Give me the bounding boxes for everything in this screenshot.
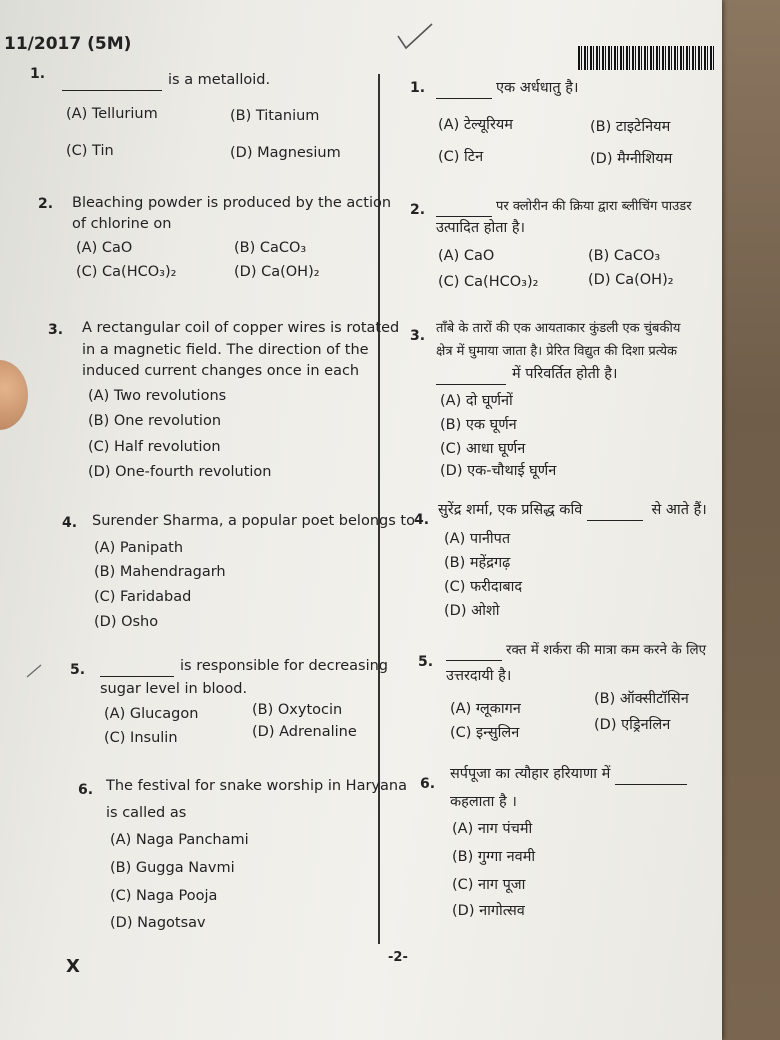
pen-mark-icon — [26, 664, 42, 678]
paper-code: 11/2017 (5M) — [4, 34, 132, 54]
option-a: (A) Tellurium — [66, 106, 158, 122]
option-d: (D) One-fourth revolution — [88, 464, 272, 480]
option-a: (A) CaO — [438, 248, 495, 264]
question-text-body: रक्त में शर्करा की मात्रा कम करने के लिए — [506, 642, 707, 658]
question-text — [62, 70, 270, 91]
question-text: उत्तरदायी है। — [446, 668, 512, 684]
question-text: ताँबे के तारों की एक आयताकार कुंडली एक चुंबकीय — [436, 321, 681, 336]
question-number: 2. — [38, 196, 54, 212]
option-b: (B) टाइटेनियम — [590, 119, 671, 135]
question-text-body: पर क्लोरीन की क्रिया द्वारा ब्लीचिंग पाउडर — [496, 199, 692, 214]
option-c: (C) Tin — [66, 143, 114, 159]
option-d: (D) Adrenaline — [252, 724, 357, 740]
answer-blank — [436, 370, 506, 385]
option-a: (A) टेल्यूरियम — [438, 117, 513, 133]
question-text: in a magnetic field. The direction of the — [82, 342, 369, 358]
question-number: 3. — [410, 328, 426, 344]
question-text — [436, 196, 692, 217]
option-b: (B) ऑक्सीटॉसिन — [594, 691, 689, 707]
option-b: (B) Oxytocin — [252, 702, 343, 718]
question-number: 5. — [418, 654, 434, 670]
answer-blank — [436, 84, 492, 99]
option-a: (A) दो घूर्णनों — [440, 393, 513, 409]
option-d: (D) नागोत्सव — [452, 903, 525, 919]
option-a: (A) ग्लूकागन — [450, 701, 521, 717]
option-b: (B) Titanium — [230, 108, 320, 124]
option-b: (B) एक घूर्णन — [440, 417, 517, 433]
option-d: (D) मैग्नीशियम — [590, 151, 673, 167]
answer-blank — [62, 76, 162, 91]
question-text: Surender Sharma, a popular poet belongs to — [92, 513, 415, 529]
question-text-body: सुरेंद्र शर्मा, एक प्रसिद्ध कवि — [438, 502, 583, 518]
option-a: (A) Two revolutions — [88, 388, 227, 404]
checkmark-icon — [396, 22, 436, 52]
option-d: (D) Osho — [94, 614, 159, 630]
option-a: (A) Panipath — [94, 540, 184, 556]
option-d: (D) एक-चौथाई घूर्णन — [440, 463, 557, 479]
option-a: (A) CaO — [76, 240, 133, 256]
option-b: (B) Gugga Navmi — [110, 860, 235, 876]
option-c: (C) फरीदाबाद — [444, 579, 523, 595]
question-text — [438, 500, 707, 521]
option-a: (A) Glucagon — [104, 706, 199, 722]
question-text-body: is responsible for decreasing — [180, 658, 388, 674]
question-number: 1. — [30, 66, 46, 82]
answer-blank — [615, 770, 687, 785]
question-number: 2. — [410, 202, 426, 218]
answer-blank — [446, 646, 502, 661]
question-number: 5. — [70, 662, 86, 678]
option-d: (D) Magnesium — [230, 145, 341, 161]
option-b: (B) CaCO₃ — [588, 248, 661, 264]
question-text: Bleaching powder is produced by the action — [72, 195, 392, 211]
option-b: (B) One revolution — [88, 413, 222, 429]
question-text: sugar level in blood. — [100, 681, 248, 697]
option-c: (C) टिन — [438, 149, 484, 165]
question-number: 6. — [420, 776, 436, 792]
option-c: (C) आधा घूर्णन — [440, 441, 526, 457]
option-c: (C) Insulin — [104, 730, 178, 746]
option-a: (A) नाग पंचमी — [452, 821, 533, 837]
question-text-body: एक अर्धधातु है। — [496, 80, 579, 96]
page-number: -2- — [388, 950, 408, 965]
option-b: (B) महेंद्रगढ़ — [444, 555, 511, 571]
question-text: क्षेत्र में घुमाया जाता है। प्रेरित विद्युत की दिशा प्रत्येक — [436, 344, 678, 359]
question-text: A rectangular coil of copper wires is rotated — [82, 320, 400, 336]
option-c: (C) Half revolution — [88, 439, 221, 455]
barcode — [578, 46, 716, 70]
question-text: The festival for snake worship in Haryana — [106, 778, 407, 794]
option-c: (C) Naga Pooja — [110, 888, 218, 904]
option-c: (C) इन्सुलिन — [450, 725, 520, 741]
option-a: (A) Naga Panchami — [110, 832, 249, 848]
option-c: (C) Faridabad — [94, 589, 192, 605]
answer-blank — [100, 662, 174, 677]
question-text — [450, 764, 691, 785]
option-d: (D) ओशो — [444, 603, 500, 619]
question-text — [436, 364, 617, 385]
option-b: (B) Mahendragarh — [94, 564, 226, 580]
background-surface — [716, 0, 780, 1040]
option-c: (C) नाग पूजा — [452, 877, 526, 893]
question-text — [436, 78, 579, 99]
question-text — [100, 656, 388, 677]
option-b: (B) गुग्गा नवमी — [452, 849, 536, 865]
answer-blank — [436, 202, 492, 217]
question-text: कहलाता है । — [450, 794, 517, 810]
question-text-tail: से आते हैं। — [651, 502, 707, 518]
option-c: (C) Ca(HCO₃)₂ — [76, 264, 177, 280]
option-d: (D) Ca(OH)₂ — [588, 272, 674, 288]
question-text: is called as — [106, 805, 187, 821]
question-number: 3. — [48, 322, 64, 338]
question-number: 1. — [410, 80, 426, 96]
question-text: of chlorine on — [72, 216, 172, 232]
question-text-body: is a metalloid. — [168, 72, 271, 88]
question-text-body: में परिवर्तित होती है। — [512, 366, 618, 382]
option-b: (B) CaCO₃ — [234, 240, 307, 256]
question-text — [446, 640, 706, 661]
option-a: (A) पानीपत — [444, 531, 511, 547]
question-number: 6. — [78, 782, 94, 798]
question-number: 4. — [414, 512, 430, 528]
option-d: (D) एड्रिनलिन — [594, 717, 671, 733]
question-text: induced current changes once in each — [82, 363, 360, 379]
question-text: उत्पादित होता है। — [436, 220, 526, 236]
question-text-body: सर्पपूजा का त्यौहार हरियाणा में — [450, 766, 611, 782]
option-d: (D) Ca(OH)₂ — [234, 264, 320, 280]
question-number: 4. — [62, 515, 78, 531]
answer-blank — [587, 506, 643, 521]
option-c: (C) Ca(HCO₃)₂ — [438, 274, 539, 290]
footer-mark: X — [66, 956, 80, 977]
option-d: (D) Nagotsav — [110, 915, 206, 931]
